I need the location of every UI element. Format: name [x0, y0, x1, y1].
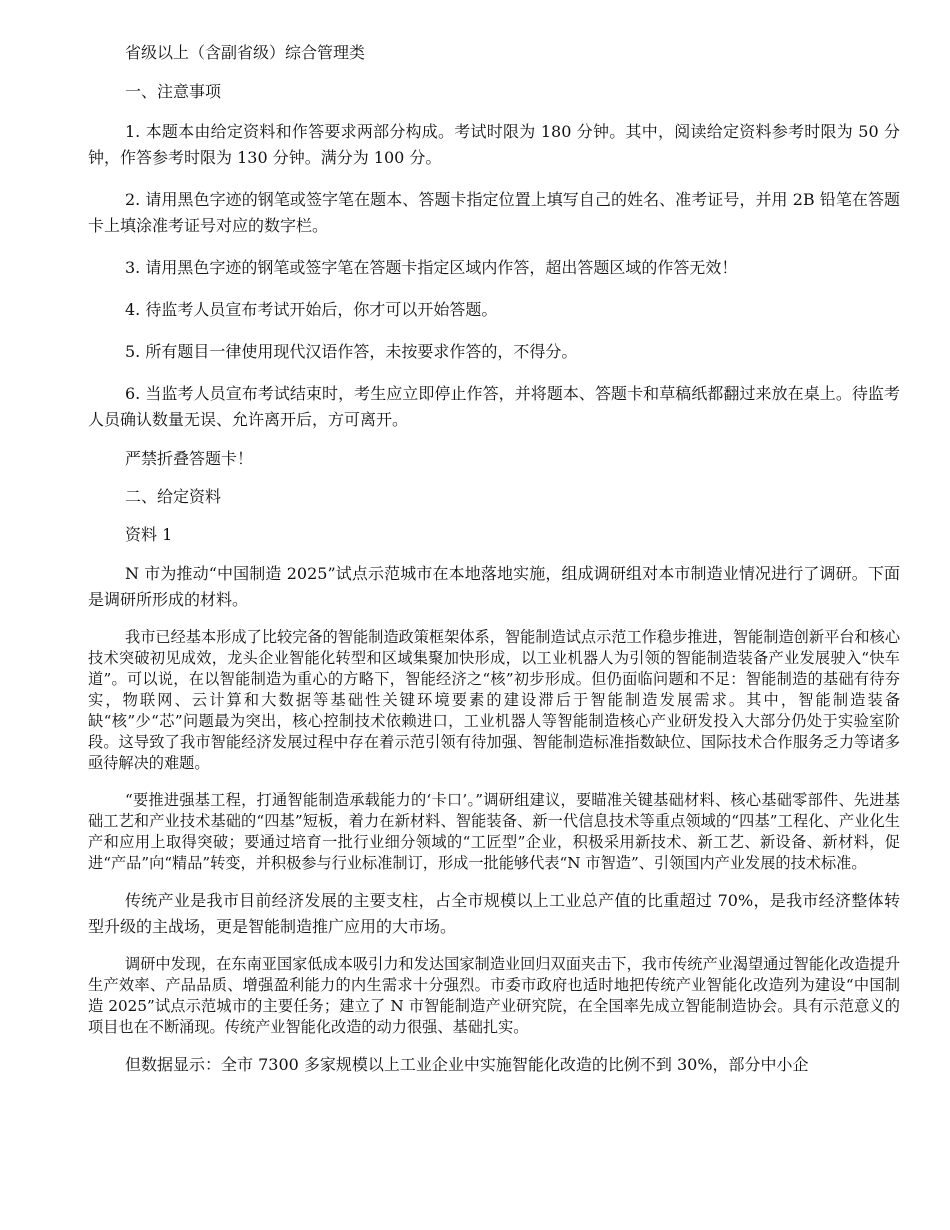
- material-paragraph-6: 但数据显示：全市 7300 多家规模以上工业企业中实施智能化改造的比例不到 30%，部分中小企: [125, 1055, 809, 1074]
- material-paragraph-2: 我市已经基本形成了比较完备的智能制造政策框架体系，智能制造试点示范工作稳步推进，智能制造创新平台和核心技术突破初见成效，龙头企业智能化转型和区域集聚加快形成，以工业机器人为引领的智能制造装备产业发展驶入“快车道”。可以说，在以智能制造为重心的方略下，智能经济之“核”初步形成。但仍面临问题和不足：智能制造的基础有待夯实，物联网、云计算和大数据等基础性关键环境要素的建设滞后于智能制造发展需求。其中，智能制造装备缺“核”少“芯”问题最为突出，核心控制技术依赖进口，工业机器人等智能制造核心产业研发投入大部分仍处于实验室阶段。这导致了我市智能经济发展过程中存在着示范引领有待加强、智能制造标准指数缺位、国际技术合作服务乏力等诸多亟待解决的难题。: [88, 628, 900, 772]
- warning-text: 严禁折叠答题卡！: [125, 449, 254, 468]
- material-paragraph-1: N 市为推动“中国制造 2025”试点示范城市在本地落地实施，组成调研组对本市制造业情况进行了调研。下面是调研所形成的材料。: [88, 564, 900, 609]
- notice-item-6: 6. 当监考人员宣布考试结束时，考生应立即停止作答，并将题本、答题卡和草稿纸都翻过来放在桌上。待监考人员确认数量无误、允许离开后，方可离开。: [88, 384, 900, 429]
- document-title: 省级以上（含副省级）综合管理类: [125, 43, 366, 62]
- material-label: 资料 1: [125, 525, 173, 544]
- document-page: [88, 40, 900, 1078]
- section-heading-materials: 二、给定资料: [125, 487, 222, 506]
- section-heading-notices: 一、注意事项: [125, 82, 222, 101]
- notice-item-2: 2. 请用黑色字迹的钢笔或签字笔在题本、答题卡指定位置上填写自己的姓名、准考证号，并用 2B 铅笔在答题卡上填涂准考证号对应的数字栏。: [88, 190, 900, 235]
- material-paragraph-4: 传统产业是我市目前经济发展的主要支柱，占全市规模以上工业总产值的比重超过 70%，是我市经济整体转型升级的主战场，更是智能制造推广应用的大市场。: [88, 891, 900, 936]
- notice-item-5: 5. 所有题目一律使用现代汉语作答，未按要求作答的，不得分。: [125, 342, 578, 361]
- notice-item-3: 3. 请用黑色字迹的钢笔或签字笔在答题卡指定区域内作答，超出答题区域的作答无效！: [125, 258, 738, 277]
- material-paragraph-3: “要推进强基工程，打通智能制造承载能力的‘卡口’。”调研组建议，要瞄准关键基础材料、核心基础零部件、先进基础工艺和产业技术基础的“四基”短板，着力在新材料、智能装备、新一代信息技术等重点领域的“四基”工程化、产业化生产和应用上取得突破；要通过培育一批行业细分领域的“工匠型”企业，积极采用新技术、新工艺、新设备、新材料，促进“产品”向“精品”转变，并积极参与行业标准制订，形成一批能够代表“N 市智造”、引领国内产业发展的技术标准。: [88, 791, 900, 872]
- notice-item-1: 1. 本题本由给定资料和作答要求两部分构成。考试时限为 180 分钟。其中，阅读给定资料参考时限为 50 分钟，作答参考时限为 130 分钟。满分为 100 分。: [88, 122, 900, 167]
- notice-item-4: 4. 待监考人员宣布考试开始后，你才可以开始答题。: [125, 300, 498, 319]
- material-paragraph-5: 调研中发现，在东南亚国家低成本吸引力和发达国家制造业回归双面夹击下，我市传统产业渴望通过智能化改造提升生产效率、产品品质、增强盈利能力的内生需求十分强烈。市委市政府也适时地把传统产业智能化改造列为建设“中国制造 2025”试点示范城市的主要任务；建立了 N 市智能制造产业研究院，在全国率先成立智能制造协会。具有示范意义的项目也在不断涌现。传统产业智能化改造的动力很强、基础扎实。: [88, 955, 900, 1036]
